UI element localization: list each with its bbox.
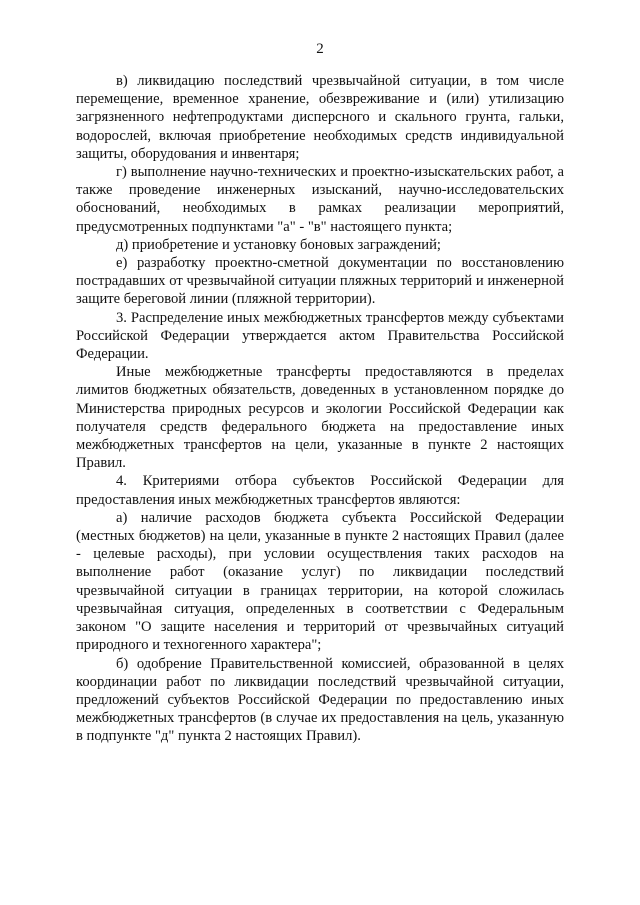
- paragraph-criterion-b: б) одобрение Правительственной комиссией, образованной в целях координации работ по ликвидации последствий чрезвычайной ситуации, предложений субъектов Российской Федерации по предоставлению иных межбюджетных трансфертов (в случае их предоставления на цель, указанную в подпункте "д" пункта 2 настоящих Правил).: [76, 655, 564, 745]
- paragraph-item-4: 4. Критериями отбора субъектов Российской Федерации для предоставления иных межбюджетных трансфертов являются:: [76, 473, 564, 508]
- paragraph-subitem-v: в) ликвидацию последствий чрезвычайной ситуации, в том числе перемещение, временное хранение, обезвреживание и (или) утилизацию загрязненного нефтепродуктами дисперсного и скального грунта, гальки, водорослей, включая приобретение необходимых средств индивидуальной защиты, оборудования и инвентаря;: [76, 73, 564, 162]
- paragraph-item-3: 3. Распределение иных межбюджетных трансфертов между субъектами Российской Федерации утверждается актом Правительства Российской Федерации.: [76, 309, 564, 363]
- paragraph-item-3-continued: Иные межбюджетные трансферты предоставляются в пределах лимитов бюджетных обязательств, доведенных в установленном порядке до Министерства природных ресурсов и экологии Российской Федерации как получателя средств федерального бюджета на предоставление иных межбюджетных трансфертов на цели, указанные в пункте 2 настоящих Правил.: [76, 364, 564, 472]
- paragraph-subitem-d: д) приобретение и установку боновых заграждений;: [116, 236, 441, 253]
- paragraph-criterion-a: а) наличие расходов бюджета субъекта Российской Федерации (местных бюджетов) на цели, указанные в пункте 2 настоящих Правил (далее - целевые расходы), при условии осуществления таких расходов на выполнение работ (оказание услуг) по ликвидации последствий чрезвычайной ситуации в границах территории, на которой сложилась чрезвычайная ситуация, определенных в соответствии с Федеральным законом "О защите населения и территорий от чрезвычайных ситуаций природного и техногенного характера";: [76, 509, 564, 654]
- page-number: 2: [316, 41, 324, 57]
- document-body: [76, 72, 564, 746]
- paragraph-subitem-e: е) разработку проектно-сметной документации по восстановлению пострадавших от чрезвычайной ситуации пляжных территорий и инженерной защите береговой линии (пляжной территории).: [76, 255, 564, 308]
- paragraph-subitem-g: г) выполнение научно-технических и проектно-изыскательских работ, а также проведение инженерных изысканий, научно-исследовательских обоснований, необходимых в рамках реализации мероприятий, предусмотренных подпунктами "а" - "в" настоящего пункта;: [76, 164, 564, 235]
